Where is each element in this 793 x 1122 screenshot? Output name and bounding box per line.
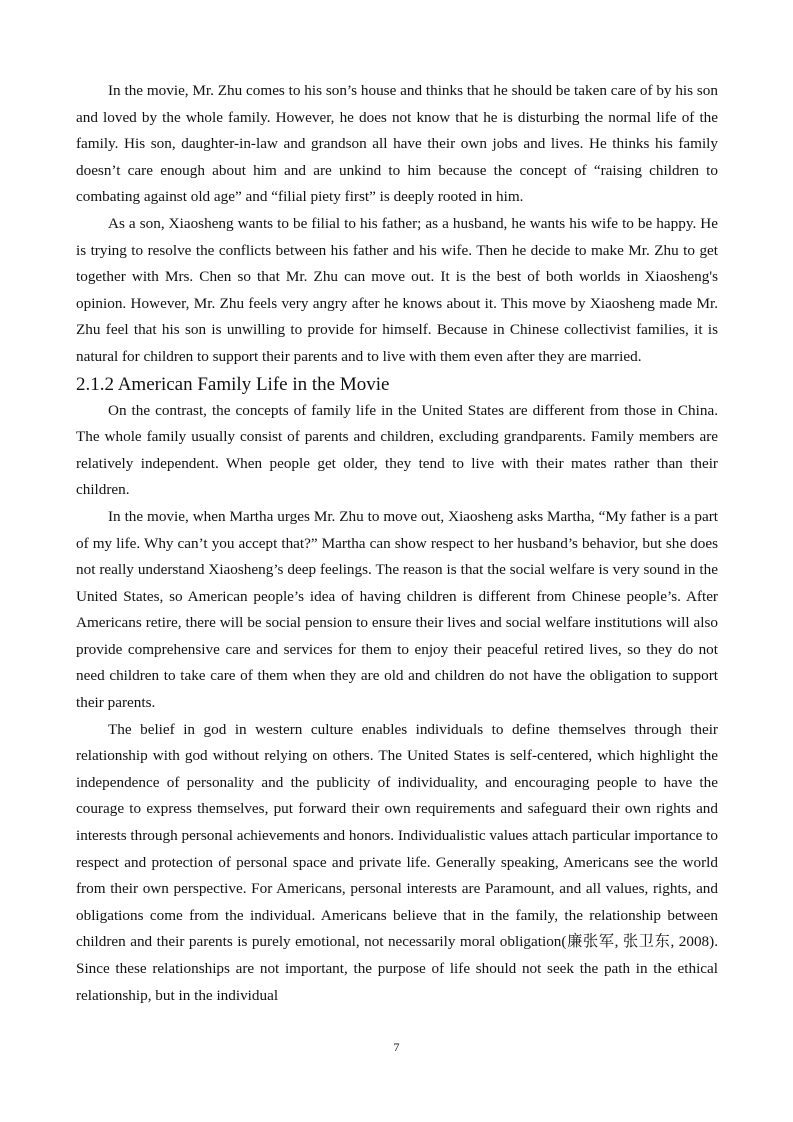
paragraph-xiaosheng-conflict: As a son, Xiaosheng wants to be filial to his father; as a husband, he wants his wife to be happy. He is trying to resolve the conflicts between his father and his wife. Then he decide to make Mr. Zhu to get together with Mrs. Chen so that Mr. Zhu can move out. It is the best of both worlds in Xiaosheng's opinion. However, Mr. Zhu feels very angry after he knows about it. This move by Xiaosheng made Mr. Zhu feel that his son is unwilling to provide for himself. Because in Chinese collectivist families, it is natural for children to support their parents and to live with them even after they are married. — [76, 214, 718, 365]
section-heading: 2.1.2 American Family Life in the Movie — [76, 373, 390, 395]
page-number: 7 — [393, 1040, 400, 1054]
paragraph-western-individualism: The belief in god in western culture enables individuals to define themselves through their relationship with god without relying on others. The United States is self-centered, which highlight the independence of personality and the publicity of individuality, and encouraging people to have the courage to express themselves, put forward their own requirements and safeguard their own rights and interests through personal achievements and honors. Individualistic values attach particular importance to respect and protection of personal space and private life. Generally speaking, Americans see the world from their own perspective. For Americans, personal interests are Paramount, and all values, rights, and obligations come from the individual. Americans believe that in the family, the relationship between children and their parents is purely emotional, not necessarily moral obligation(廉张军, 张卫东, 2008). Since these relationships are not important, the purpose of life should not seek the path in the ethical relationship, but in the individual — [76, 720, 718, 1004]
paragraph-mr-zhu-arrival: In the movie, Mr. Zhu comes to his son’s house and thinks that he should be taken care of by his son and loved by the whole family. However, he does not know that he is disturbing the normal life of the family. His son, daughter-in-law and grandson all have their own jobs and lives. He thinks his family doesn’t care enough about him and are unkind to him because the concept of “raising children to combating against old age” and “filial piety first” is deeply rooted in him. — [76, 82, 718, 206]
paragraph-martha-response: In the movie, when Martha urges Mr. Zhu to move out, Xiaosheng asks Martha, “My father is a part of my life. Why can’t you accept that?” Martha can show respect to her husband’s behavior, but she does not really understand Xiaosheng’s deep feelings. The reason is that the social welfare is very sound in the United States, so American people’s idea of having children is different from Chinese people’s. After Americans retire, there will be social pension to ensure their lives and social welfare institutions will also provide comprehensive care and services for them to enjoy their peaceful retired lives, so they do not need children to take care of them when they are old and children do not have the obligation to support their parents. — [76, 507, 718, 712]
paragraph-us-family-concepts: On the contrast, the concepts of family life in the United States are different from those in China. The whole family usually consist of parents and children, excluding grandparents. Family members are relatively independent. When people get older, they tend to live with their mates rather than their children. — [76, 401, 718, 499]
page-content — [76, 78, 718, 1009]
